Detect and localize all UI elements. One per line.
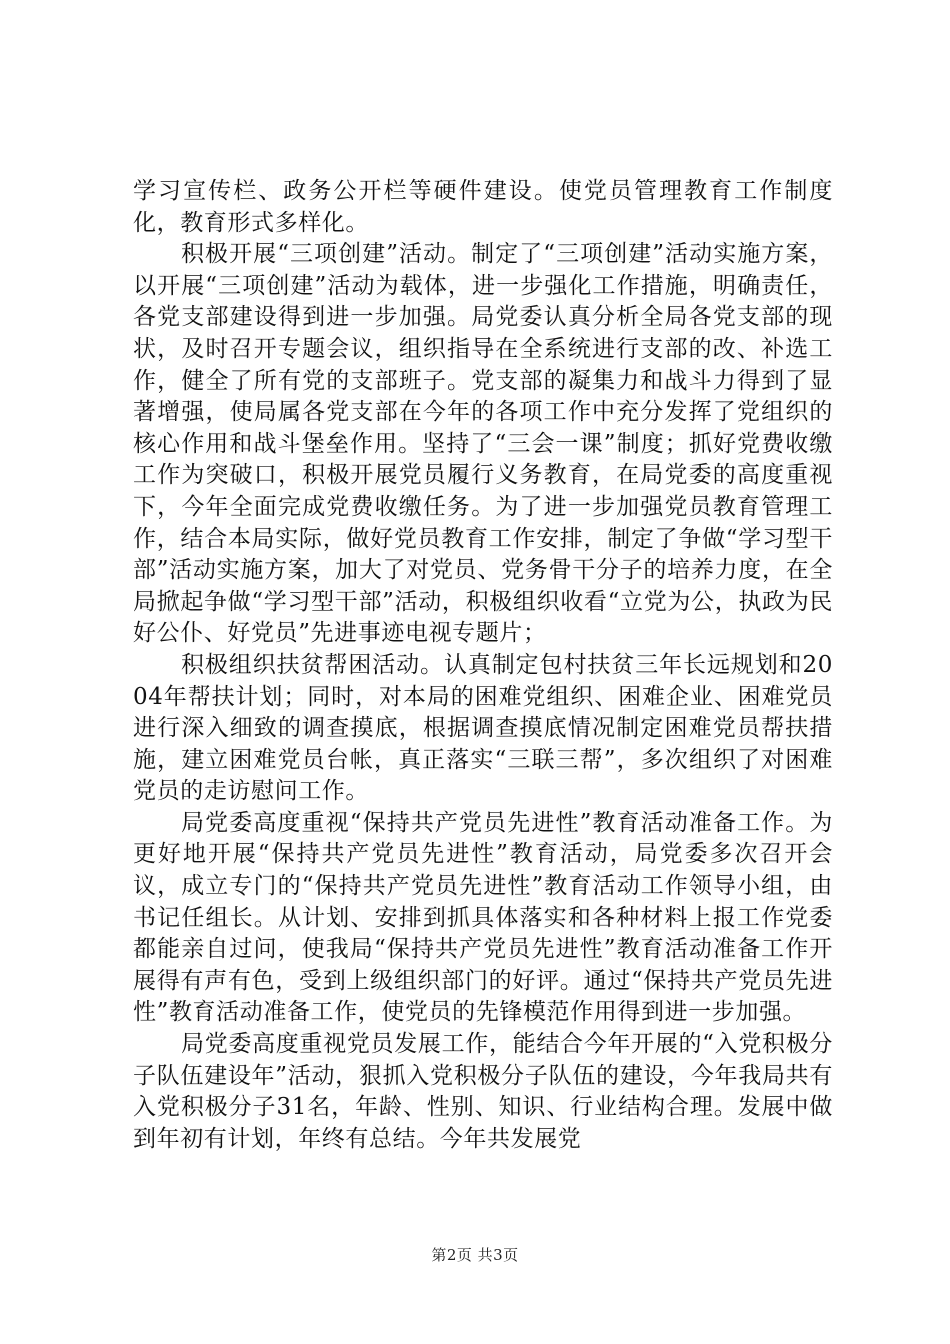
- document-body: [133, 176, 833, 1155]
- paragraph-three-creations: 积极开展“三项创建”活动。制定了“三项创建”活动实施方案，以开展“三项创建”活动为载体，进一步强化工作措施，明确责任，各党支部建设得到进一步加强。局党委认真分析全局各党支部的现状，及时召开专题会议，组织指导在全系统进行支部的改、补选工作，健全了所有党的支部班子。党支部的凝集力和战斗力得到了显著增强，使局属各党支部在今年的各项工作中充分发挥了党组织的核心作用和战斗堡垒作用。坚持了“三会一课”制度；抓好党费收缴工作为突破口，积极开展党员履行义务教育，在局党委的高度重视下，今年全面完成党费收缴任务。为了进一步加强党员教育管理工作，结合本局实际，做好党员教育工作安排，制定了争做“学习型干部”活动实施方案，加大了对党员、党务骨干分子的培养力度，在全局掀起争做“学习型干部”活动，积极组织收看“立党为公，执政为民好公仆、好党员”先进事迹电视专题片；: [133, 241, 833, 647]
- page-footer: 第2页 共3页: [431, 1246, 519, 1264]
- paragraph-poverty-relief: 积极组织扶贫帮困活动。认真制定包村扶贫三年长远规划和2004年帮扶计划；同时，对本局的困难党组织、困难企业、困难党员进行深入细致的调查摸底，根据调查摸底情况制定困难党员帮扶措施，建立困难党员台帐，真正落实“三联三帮”，多次组织了对困难党员的走访慰问工作。: [133, 651, 833, 805]
- paragraph-advancedness-education: 局党委高度重视“保持共产党员先进性”教育活动准备工作。为更好地开展“保持共产党员先进性”教育活动，局党委多次召开会议，成立专门的“保持共产党员先进性”教育活动工作领导小组，由书记任组长。从计划、安排到抓具体落实和各种材料上报工作党委都能亲自过问，使我局“保持共产党员先进性”教育活动准备工作开展得有声有色，受到上级组织部门的好评。通过“保持共产党员先进性”教育活动准备工作，使党员的先锋模范作用得到进一步加强。: [133, 809, 833, 1026]
- paragraph-member-development: 局党委高度重视党员发展工作，能结合今年开展的“入党积极分子队伍建设年”活动，狠抓入党积极分子队伍的建设，今年我局共有入党积极分子31名，年龄、性别、知识、行业结构合理。发展中做到年初有计划，年终有总结。今年共发展党: [133, 1031, 833, 1152]
- paragraph-continuation: 学习宣传栏、政务公开栏等硬件建设。使党员管理教育工作制度化，教育形式多样化。: [133, 178, 833, 236]
